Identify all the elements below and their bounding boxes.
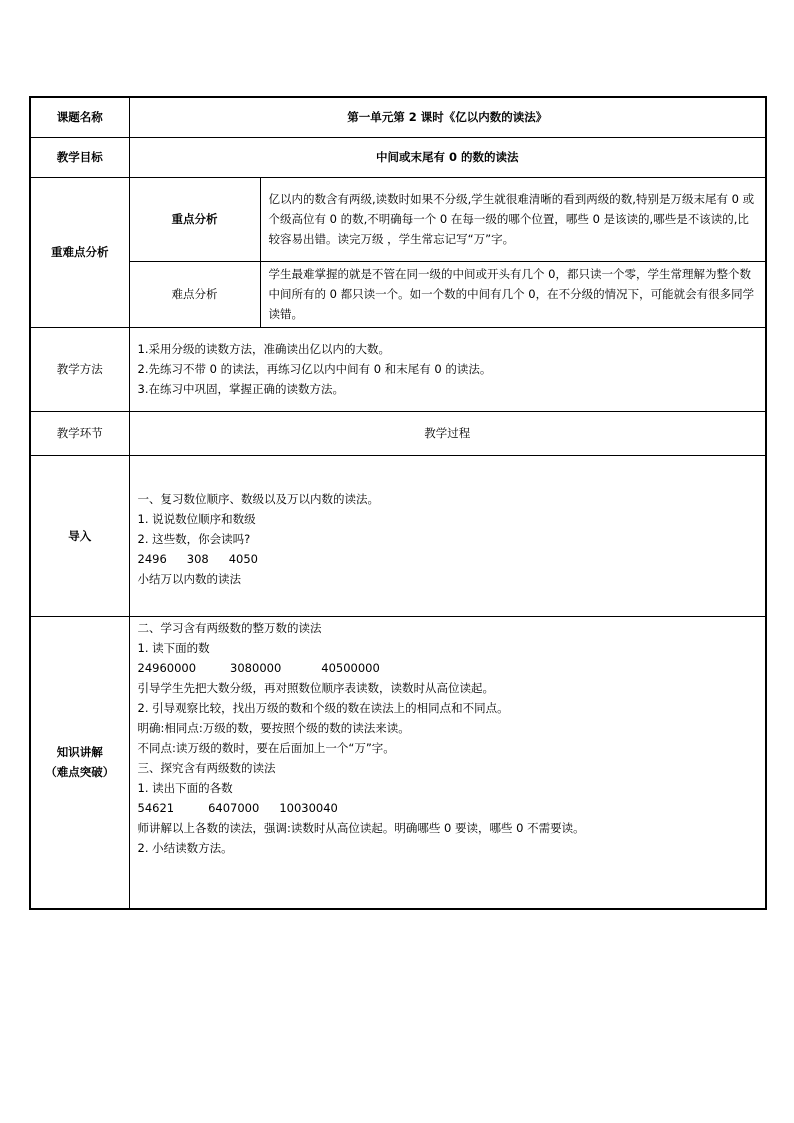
key-analysis-row (30, 177, 766, 261)
section2-number: 24960000 (137, 660, 197, 675)
knowledge-row (30, 616, 766, 909)
knowledge-line: 不同点:读万级的数时，要在后面加上一个“万”字。 (137, 740, 395, 755)
section-title: 三、探究含有两级数的读法 (137, 760, 276, 775)
intro-line: 一、复习数位顺序、数级以及万以内数的读法。 (137, 491, 379, 506)
knowledge-sublabel: （难点突破） (45, 765, 115, 780)
knowledge-label: 知识讲解 (56, 745, 103, 760)
lesson-plan-table (29, 96, 767, 910)
title-row (30, 97, 766, 137)
objective-label: 教学目标 (30, 137, 129, 177)
knowledge-label-cell (30, 616, 129, 909)
intro-numbers (138, 549, 758, 569)
knowledge-line: 2. 小结读数方法。 (137, 840, 233, 855)
intro-number: 2496 (137, 551, 167, 566)
knowledge-line: 师讲解以上各数的读法，强调:读数时从高位读起。明确哪些 0 要读，哪些 0 不需要读。 (137, 820, 585, 835)
method-cell (129, 327, 766, 411)
title-value: 第一单元第 2 课时《亿以内数的读法》 (129, 97, 766, 137)
section2-number: 40500000 (321, 660, 380, 675)
section2-number: 3080000 (230, 660, 282, 675)
intro-line: 1. 说说数位顺序和数级 (137, 511, 256, 526)
section3-number: 6407000 (208, 800, 260, 815)
method-line: 1.采用分级的读数方法，准确读出亿以内的大数。 (137, 342, 390, 356)
key-analysis-text: 亿以内的数含有两级,读数时如果不分级,学生就很难清晰的看到两级的数,特别是万级末尾有 0 或个级高位有 0 的数,不明确每一个 0 在每一级的哪个位置，哪些 0 是该读的,哪些是不该读的,比较容易出错。读完万级 ，学生常忘记写“万”字。 (268, 192, 755, 246)
knowledge-line: 1. 读下面的数 (137, 640, 210, 655)
knowledge-line: 2. 引导观察比较，找出万级的数和个级的数在读法上的相同点和不同点。 (137, 700, 509, 715)
section3-numbers (138, 798, 758, 818)
difficult-analysis-text: 学生最难掌握的就是不管在同一级的中间或开头有几个 0，都只读一个零，学生常理解为整个数中间所有的 0 都只读一个。如一个数的中间有几个 0，在不分级的情况下，可能就会有很多同学读错。 (268, 267, 755, 321)
analysis-label: 重难点分析 (30, 177, 129, 327)
intro-number: 4050 (228, 551, 259, 566)
method-line: 3.在练习中巩固，掌握正确的读数方法。 (137, 382, 344, 396)
objective-row (30, 137, 766, 177)
process-content-header: 教学过程 (129, 411, 766, 455)
key-analysis-cell (260, 177, 766, 261)
intro-summary: 小结万以内数的读法 (137, 571, 241, 586)
knowledge-line: 引导学生先把大数分级，再对照数位顺序表读数，读数时从高位读起。 (137, 680, 494, 695)
difficult-analysis-cell (260, 261, 766, 327)
intro-number: 308 (186, 551, 209, 566)
knowledge-line: 明确:相同点:万级的数，要按照个级的数的读法来读。 (137, 720, 410, 735)
key-analysis-label: 重点分析 (129, 177, 260, 261)
intro-row (30, 455, 766, 616)
section3-number: 10030040 (279, 800, 338, 815)
intro-label: 导入 (30, 455, 129, 616)
process-header-row (30, 411, 766, 455)
knowledge-line: 1. 读出下面的各数 (137, 780, 233, 795)
objective-value: 中间或末尾有 0 的数的读法 (129, 137, 766, 177)
difficult-analysis-label: 难点分析 (129, 261, 260, 327)
title-label: 课题名称 (30, 97, 129, 137)
section2-numbers (138, 658, 758, 678)
section3-number: 54621 (137, 800, 175, 815)
method-line: 2.先练习不带 0 的读法，再练习亿以内中间有 0 和末尾有 0 的读法。 (137, 362, 492, 376)
difficult-analysis-row (30, 261, 766, 327)
process-stage-header: 教学环节 (30, 411, 129, 455)
method-label: 教学方法 (30, 327, 129, 411)
section-title: 二、学习含有两级数的整万数的读法 (137, 620, 322, 635)
intro-cell (129, 455, 766, 616)
method-row (30, 327, 766, 411)
intro-line: 2. 这些数，你会读吗? (137, 531, 251, 546)
knowledge-cell (129, 616, 766, 909)
